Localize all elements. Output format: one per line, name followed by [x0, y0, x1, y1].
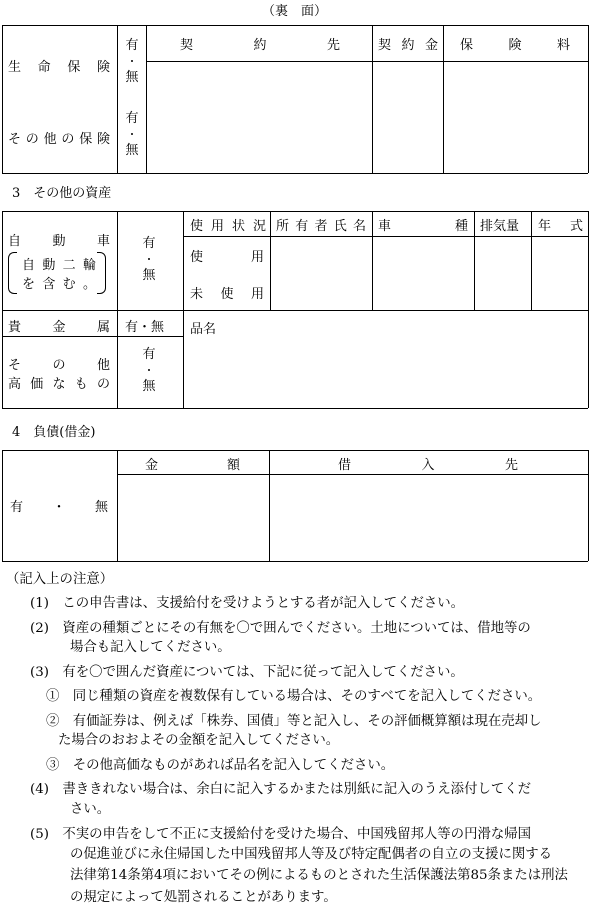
- note-line: の規定によって処罰されることがあります。: [70, 890, 337, 905]
- life-insurance-label: 生 命 保 険: [8, 60, 110, 75]
- note-line: ② 有価証券は、例えば「株券、国債」等と記入し、その評価概算額は現在売却し: [46, 714, 542, 729]
- car-yesno: 有 ・ 無: [142, 236, 156, 283]
- metal-yesno: 有・無: [125, 320, 165, 335]
- col-status: 使 用 状 況: [190, 219, 266, 234]
- debt-col-lender: 借 入 先: [338, 458, 518, 473]
- life-yesno: 有 ・ 無: [125, 38, 139, 85]
- other-valuables-label1: そ の 他: [8, 358, 110, 373]
- insurance-col-premium: 保 険 料: [460, 38, 570, 53]
- col-year: 年 式: [538, 219, 583, 234]
- insurance-col-amount: 契 約 金: [378, 38, 438, 53]
- note-line: (1) この申告書は、支援給付を受けようとする者が記入してください。: [30, 596, 465, 611]
- section3-heading: 3 その他の資産: [12, 186, 112, 201]
- note-line: 法律第14条第4項においてその例によるものとされた生活保護法第85条または刑法: [70, 868, 568, 883]
- car-sub1: 自 動 二 輪: [22, 258, 96, 273]
- note-line: さい。: [70, 802, 111, 817]
- debt-col-amount: 金 額: [145, 458, 240, 473]
- note-line: た場合のおおよその金額を記入してください。: [58, 733, 340, 748]
- note-line: ① 同じ種類の資産を複数保有している場合は、そのすべてを記入してください。: [46, 689, 542, 704]
- note-line: (5) 不実の申告をして不正に支援給付を受けた場合、中国残留邦人等の円滑な帰国: [30, 827, 532, 842]
- car-subnote: [8, 252, 108, 292]
- col-owner: 所 有 者 氏 名: [276, 219, 366, 234]
- col-model: 車 種: [378, 219, 468, 234]
- note-line: (4) 書ききれない場合は、余白に記入するかまたは別紙に記入のうえ添付してくだ: [30, 782, 532, 797]
- other-valuables-label2: 高 価 な も の: [8, 377, 110, 392]
- item-name-label: 品名: [190, 322, 217, 337]
- section4-heading: 4 負債(借金): [12, 425, 96, 440]
- note-line: (3) 有を〇で囲んだ資産については、下記に従って記入してください。: [30, 665, 464, 680]
- note-line: ③ その他高価なものがあれば品名を記入してください。: [46, 758, 395, 773]
- insurance-col-contract: 契 約 先: [180, 38, 340, 53]
- status-unused: 未 使 用: [190, 287, 264, 302]
- debt-yesno-label: 有 ・ 無: [10, 500, 108, 515]
- page-title: （裏 面）: [262, 4, 328, 19]
- other-yesno: 有 ・ 無: [125, 111, 139, 158]
- car-sub2: を 含 む 。: [22, 277, 96, 292]
- metal-label: 貴 金 属: [8, 320, 110, 335]
- note-line: (2) 資産の種類ごとにその有無を〇で囲んでください。土地については、借地等の: [30, 621, 531, 636]
- col-displacement: 排気量: [480, 219, 520, 234]
- other-valuables-yesno: 有 ・ 無: [142, 347, 156, 394]
- note-line: の促進並びに永住帰国した中国残留邦人等及び特定配偶者の自立の支援に関する: [70, 847, 553, 862]
- notes-title: （記入上の注意）: [6, 572, 114, 587]
- note-line: 場合も記入してください。: [70, 640, 231, 655]
- status-used: 使 用: [190, 250, 264, 265]
- car-label: 自 動 車: [8, 234, 110, 249]
- other-insurance-label: そ の 他 の 保 険: [8, 132, 110, 147]
